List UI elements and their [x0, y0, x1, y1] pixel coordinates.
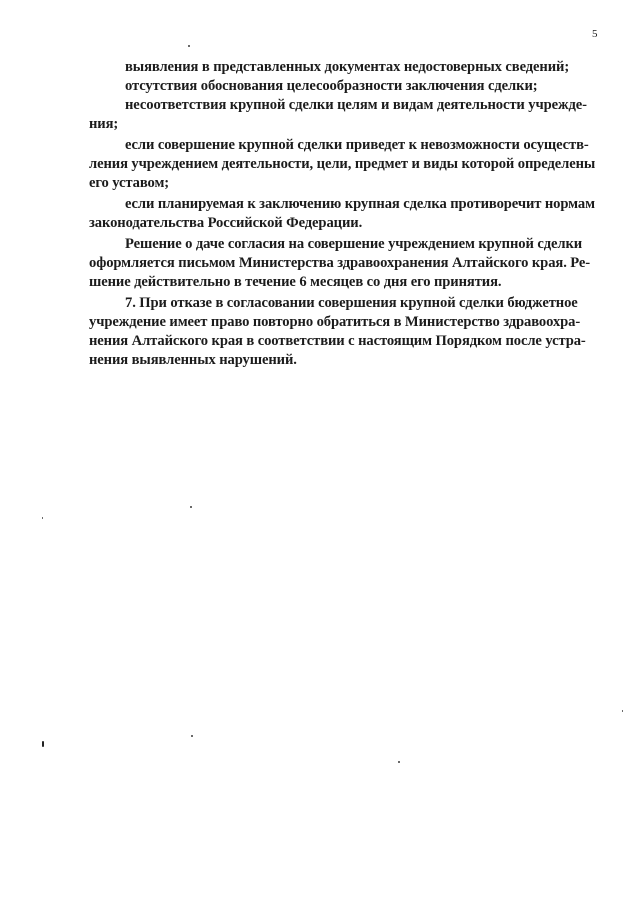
text-line: законодательства Российской Федерации. [89, 215, 363, 231]
text-line: нения Алтайского края в соответствии с настоящим Порядком после устра- [89, 333, 586, 349]
paragraph [89, 96, 601, 134]
text-line: Решение о даче согласия на совершение учреждением крупной сделки [125, 236, 583, 252]
text-line: 7. При отказе в согласовании совершения крупной сделки бюджетное [125, 295, 578, 311]
text-line: выявления в представленных документах недостоверных сведений; [125, 59, 570, 75]
scan-speck [622, 710, 623, 712]
text-line: оформляется письмом Министерства здравоохранения Алтайского края. Ре- [89, 255, 591, 271]
text-line: нения выявленных нарушений. [89, 352, 297, 368]
paragraph [89, 77, 601, 96]
scan-speck [42, 517, 43, 519]
paragraph [89, 294, 601, 370]
text-line: если совершение крупной сделки приведет к невозможности осуществ- [125, 137, 589, 153]
text-line: отсутствия обоснования целесообразности заключения сделки; [125, 78, 538, 94]
text-line: если планируемая к заключению крупная сделка противоречит нормам [125, 196, 595, 212]
text-line: ления учреждением деятельности, цели, предмет и виды которой определены [89, 156, 596, 172]
text-line: его уставом; [89, 175, 170, 191]
scan-speck [190, 506, 192, 508]
text-line: ния; [89, 116, 119, 132]
paragraph [89, 195, 601, 233]
scan-speck [42, 741, 44, 747]
paragraph [89, 136, 601, 193]
text-line: несоответствия крупной сделки целям и видам деятельности учрежде- [125, 97, 587, 113]
paragraph [89, 235, 601, 292]
text-line: учреждение имеет право повторно обратиться в Министерство здравоохра- [89, 314, 581, 330]
scan-speck [188, 45, 190, 47]
text-line: шение действительно в течение 6 месяцев со дня его принятия. [89, 274, 502, 290]
paragraph [89, 58, 601, 77]
scan-speck [398, 761, 400, 763]
page-number: 5 [592, 28, 598, 40]
document-body [89, 58, 601, 370]
scan-speck [191, 735, 193, 737]
